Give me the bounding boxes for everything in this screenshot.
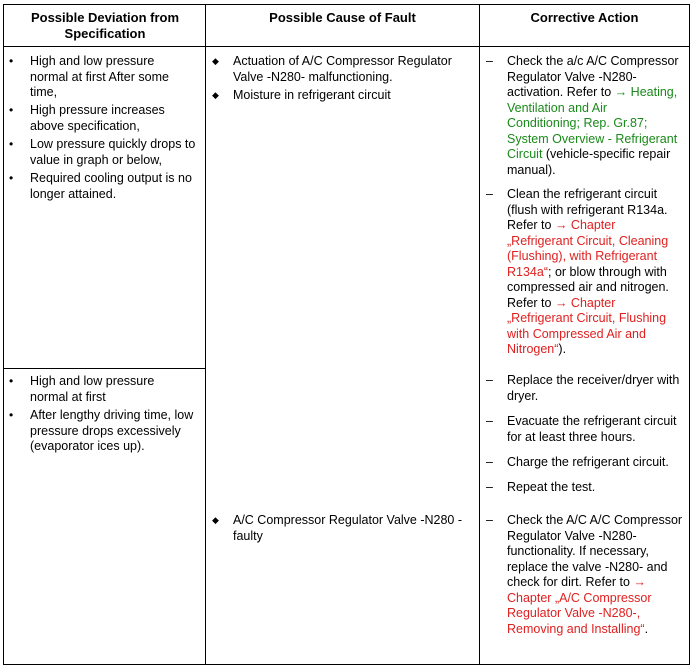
refrigerant-circuit-flushing-link[interactable]: → Chapter „Refrigerant Circuit, Flushing with Compressed Air and Nitrogen“ xyxy=(507,295,667,356)
dash-bullet-icon: – xyxy=(486,54,493,68)
diamond-bullet-icon: ◆ xyxy=(212,56,219,66)
column-divider xyxy=(205,4,206,665)
dash-bullet-icon: – xyxy=(486,480,493,494)
bullet-icon: • xyxy=(9,374,14,388)
action-item: Repeat the test. xyxy=(507,480,596,494)
header-action: Corrective Action xyxy=(530,10,639,25)
header-cause: Possible Cause of Fault xyxy=(269,10,416,25)
bullet-icon: • xyxy=(9,54,14,68)
action-item: Check the a/c A/C Compressor Regulator Valve -N280- activation. Refer to → Heating, Ventilation and Air Conditioning; Rep. Gr.87; System Overview - Refrigerant Circuit (vehicle-specific repair manual). xyxy=(507,54,679,177)
header-divider xyxy=(3,46,690,47)
row-divider xyxy=(3,368,206,369)
deviation-item: After lengthy driving time, low pressure drops excessively (evaporator ices up). xyxy=(30,408,194,453)
action-item: Clean the refrigerant circuit (flush with refrigerant R134a. Refer to → Chapter „Refrigerant Circuit, Cleaning (Flushing), with Refrigerant R134a“; or blow through with compressed air and nitrogen. Refer to → Chapter „Refrigerant Circuit, Flushing with Compressed Air and Nitrogen“). xyxy=(507,187,669,356)
cause-item: Actuation of A/C Compressor Regulator Valve -N280- malfunctioning. xyxy=(233,54,452,84)
refrigerant-circuit-cleaning-link[interactable]: → Chapter „Refrigerant Circuit, Cleaning (Flushing), with Refrigerant R134a“ xyxy=(507,218,669,279)
dash-bullet-icon: – xyxy=(486,414,493,428)
deviation-item: Low pressure quickly drops to value in graph or below, xyxy=(30,137,196,167)
action-item: Replace the receiver/dryer with dryer. xyxy=(507,373,680,403)
heating-ventilation-link[interactable]: → Heating, Ventilation and Air Conditioning; Rep. Gr.87; System Overview - Refrigerant Circuit xyxy=(507,85,678,161)
bullet-icon: • xyxy=(9,408,14,422)
column-divider xyxy=(479,4,480,665)
regulator-valve-removing-link[interactable]: → Chapter „A/C Compressor Regulator Valve -N280-, Removing and Installing“ xyxy=(507,575,652,636)
dash-bullet-icon: – xyxy=(486,455,493,469)
dash-bullet-icon: – xyxy=(486,373,493,387)
action-item: Evacuate the refrigerant circuit for at least three hours. xyxy=(507,414,677,444)
diamond-bullet-icon: ◆ xyxy=(212,90,219,100)
cause-item: Moisture in refrigerant circuit xyxy=(233,88,391,102)
action-item: Charge the refrigerant circuit. xyxy=(507,455,669,469)
header-deviation: Possible Deviation from Specification xyxy=(30,10,180,41)
dash-bullet-icon: – xyxy=(486,187,493,201)
dash-bullet-icon: – xyxy=(486,513,493,527)
deviation-item: High pressure increases above specification, xyxy=(30,103,165,133)
action-item: Check the A/C A/C Compressor Regulator Valve -N280- functionality. If necessary, replace the valve -N280- and check for dirt. Refer to → Chapter „A/C Compressor Regulator Valve -N280-, Removing and Installing“. xyxy=(507,513,683,636)
bullet-icon: • xyxy=(9,103,14,117)
diamond-bullet-icon: ◆ xyxy=(212,515,219,525)
deviation-item: High and low pressure normal at first xyxy=(30,374,155,404)
bullet-icon: • xyxy=(9,171,14,185)
cause-item: A/C Compressor Regulator Valve -N280 - faulty xyxy=(233,513,463,543)
deviation-item: High and low pressure normal at first After some time, xyxy=(30,54,169,99)
deviation-item: Required cooling output is no longer attained. xyxy=(30,171,192,201)
bullet-icon: • xyxy=(9,137,14,151)
